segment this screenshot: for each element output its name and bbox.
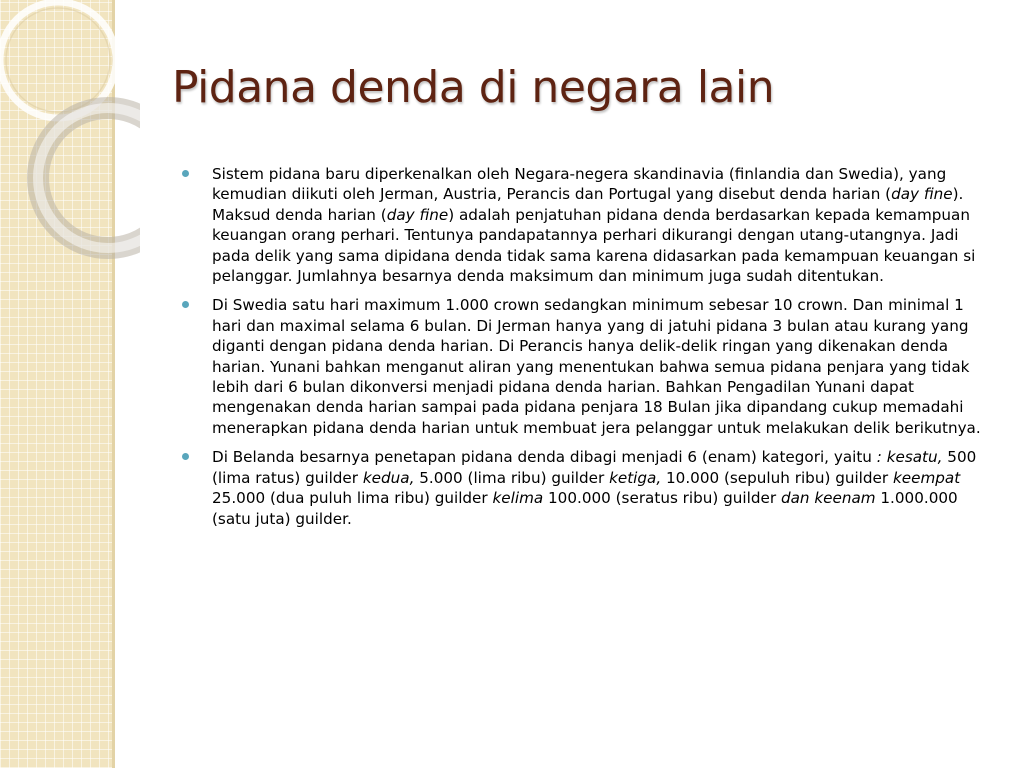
text-segment: 500 (lima ratus) guilder (212, 448, 977, 487)
text-segment: Di Swedia satu hari maximum 1.000 crown sedangkan minimum sebesar 10 crown. Dan minimal 1 hari dan maximal selama 6 bulan. Di Jerman hanya yang di jatuhi pidana 3 bulan atau kurang yang diganti dengan pidana denda harian. Di Perancis hanya delik-delik ringan yang dikenakan denda harian. Yunani bahkan menganut aliran yang menentukan bahwa semua pidana penjara yang tidak lebih dari 6 bulan dikonversi menjadi pidana denda harian. Bahkan Pengadilan Yunani dapat mengenakan denda harian sampai pada pidana penjara 18 Bulan jika dipandang cukup memadahi menerapkan pidana denda harian untuk membuat jera pelanggar untuk melakukan delik berikutnya. (212, 296, 981, 437)
italic-term: day fine (891, 185, 953, 204)
bullet-list (180, 164, 990, 538)
italic-term: kelima (492, 489, 544, 508)
italic-term: ketiga, (609, 468, 662, 487)
bullet-item (180, 164, 990, 286)
slide-title: Pidana denda di negara lain (172, 62, 775, 113)
bullet-text (212, 296, 981, 436)
bullet-dot-icon (182, 170, 189, 177)
italic-term: keempat (892, 468, 961, 487)
italic-term: dan keenam (780, 489, 876, 508)
bullet-item (180, 295, 990, 438)
text-segment: Di Belanda besarnya penetapan pidana denda dibagi menjadi 6 (enam) kategori, yaitu (212, 448, 877, 467)
text-segment: 5.000 (lima ribu) guilder (414, 468, 610, 487)
bullet-dot-icon (182, 453, 189, 460)
bullet-dot-icon (182, 301, 189, 308)
italic-term: day fine (386, 205, 449, 224)
text-segment: ). Maksud denda harian ( (212, 185, 964, 224)
bullet-text (212, 448, 976, 527)
italic-term: kedua, (362, 468, 415, 487)
text-segment: 10.000 (sepuluh ribu) guilder (661, 468, 893, 487)
italic-term: : kesatu, (876, 448, 943, 467)
text-segment: Sistem pidana baru diperkenalkan oleh Negara-negera skandinavia (finlandia dan Swedia), yang kemudian diikuti oleh Jerman, Austria, Perancis dan Portugal yang disebut denda harian ( (212, 165, 947, 204)
text-segment: 100.000 (seratus ribu) guilder (543, 489, 781, 508)
bullet-text (212, 165, 975, 285)
text-segment: ) adalah penjatuhan pidana denda berdasarkan kepada kemampuan keuangan orang perhari. Tentunya pandapatannya perhari dikurangi dengan utang-utangnya. Jadi pada delik yang sama dipidana denda tidak sama karena didasarkan pada kemampuan keuangan si pelanggar. Jumlahnya besarnya denda maksimum dan minimum juga sudah ditentukan. (212, 205, 976, 286)
text-segment: 1.000.000 (satu juta) guilder. (212, 489, 958, 528)
bullet-item (180, 447, 990, 529)
text-segment: 25.000 (dua puluh lima ribu) guilder (212, 489, 493, 508)
decorative-rings-icon (0, 0, 140, 260)
